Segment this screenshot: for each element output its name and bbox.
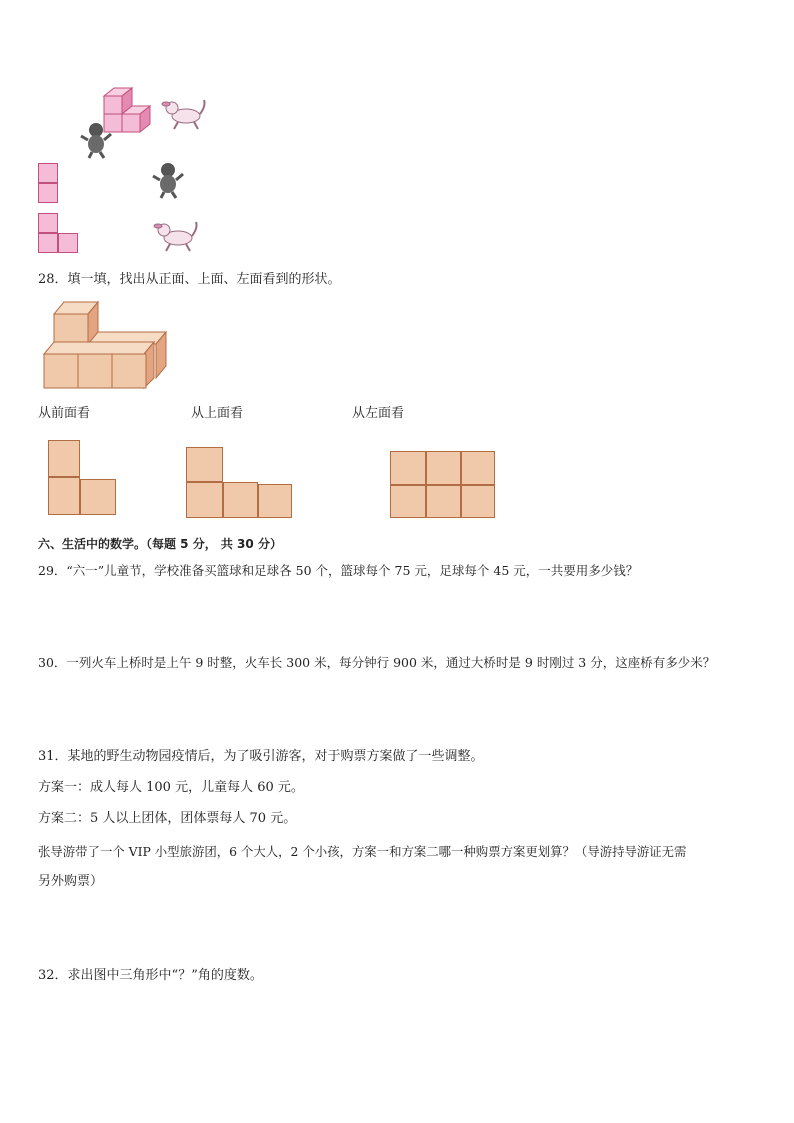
- q31-plan2: 方案二：5 人以上团体，团体票每人 70 元。: [38, 811, 297, 826]
- dog-icon: [160, 96, 208, 132]
- q31-question-line2: 另外购票）: [38, 874, 104, 889]
- view-label-front: 从前面看: [38, 406, 91, 421]
- pink-view-l-shape: [38, 213, 82, 257]
- q32-text: 32．求出图中三角形中“？”角的度数。: [38, 968, 263, 983]
- q31-question-line1: 张导游带了一个 VIP 小型旅游团，6 个大人，2 个小孩，方案一和方案二哪一种购票方案更划算？（导游持导游证无需: [38, 844, 687, 859]
- monkey-icon: [78, 120, 114, 160]
- left-view-shape: [390, 451, 496, 519]
- q31-intro: 31．某地的野生动物园疫情后，为了吸引游客，对于购票方案做了一些调整。: [38, 749, 484, 764]
- pink-view-vertical: [38, 163, 60, 205]
- q31-plan1: 方案一：成人每人 100 元，儿童每人 60 元。: [38, 780, 304, 795]
- monkey-icon: [150, 160, 186, 200]
- section-title: 六、生活中的数学。（每题 5 分， 共 30 分）: [38, 537, 282, 551]
- tan-cube-3d-figure: [44, 298, 174, 390]
- view-label-left: 从左面看: [352, 406, 405, 421]
- front-view-shape: [48, 440, 118, 516]
- q28-prompt: 28．填一填，找出从正面、上面、左面看到的形状。: [38, 272, 341, 287]
- dog-icon: [152, 218, 200, 254]
- q30-text: 30．一列火车上桥时是上午 9 时整，火车长 300 米，每分钟行 900 米，通过大桥时是 9 时刚过 3 分，这座桥有多少米？: [38, 655, 716, 670]
- view-label-top: 从上面看: [191, 406, 244, 421]
- q29-text: 29．“六一”儿童节，学校准备买篮球和足球各 50 个，篮球每个 75 元，足球每个 45 元，一共要用多少钱？: [38, 563, 639, 578]
- top-view-shape: [186, 447, 294, 519]
